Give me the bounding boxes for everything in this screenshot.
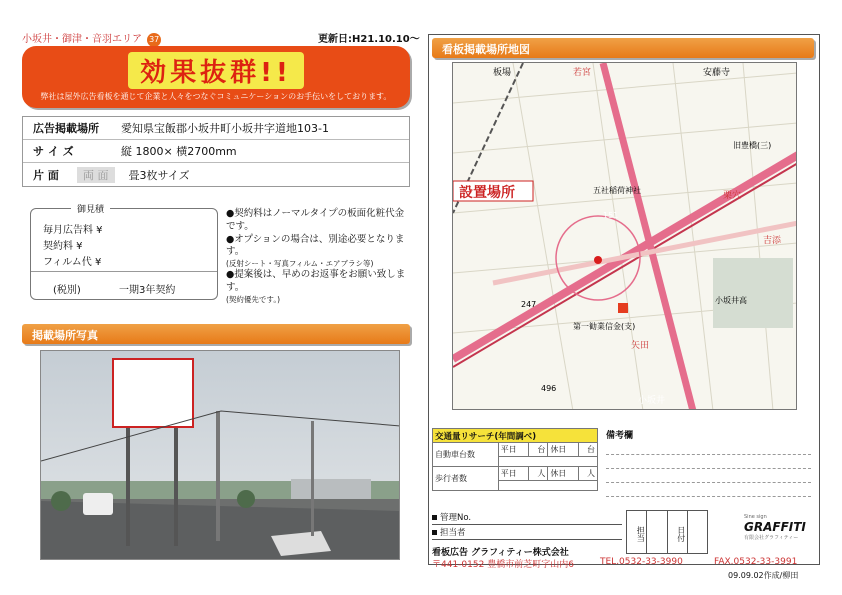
approval-stamp-box (626, 510, 708, 554)
logo-sub: 有限会社グラフィティー (744, 535, 799, 541)
side-alt: 両 面 (77, 167, 115, 183)
remarks-line (606, 468, 811, 469)
manager-no-row (432, 510, 622, 525)
manager-rows (432, 510, 622, 540)
location-value: 愛知県宝飯郡小坂井町小坂井字道地103-1 (121, 122, 329, 135)
estimate-film: フィルム代 ¥ (43, 257, 102, 268)
banner-subtitle: 弊社は屋外広告看板を通じて企業と人々をつなぐコミュニケーションのお手伝いをしております。 (40, 92, 392, 101)
estimate-tax: (税別) (53, 285, 81, 296)
stamp-person-blank (647, 511, 667, 553)
remarks-line (606, 454, 811, 455)
info-row-side (23, 163, 409, 186)
company-fax: FAX.0532-33-3991 (714, 557, 798, 567)
traffic-walk-holiday: 休日 (548, 467, 579, 481)
stamp-date-blank (688, 511, 707, 553)
traffic-walk-holiday-unit: 人 (578, 467, 597, 481)
manager-person-label: 担当者 (440, 528, 466, 538)
billboard-mark (113, 359, 193, 427)
map-label-toyohashi: 旧豊橋(三) (733, 141, 772, 150)
estimate-box (30, 205, 218, 300)
map-label-kosakai: 小坂井 (638, 396, 666, 406)
location-map (452, 62, 797, 410)
traffic-car-weekday-unit: 台 (529, 443, 548, 457)
map-label-route496: 496 (541, 384, 557, 393)
traffic-walk-weekday-unit: 人 (529, 467, 548, 481)
remarks-box (606, 428, 811, 498)
traffic-walk-label: 歩行者数 (433, 467, 499, 491)
headline-banner (22, 46, 410, 108)
side-label: 片 面 (33, 168, 59, 182)
photo-section-bar (22, 324, 410, 344)
location-photo (40, 350, 400, 560)
note-2-sub: (反射シート・写真フィルム・エアブラシ等) (226, 259, 374, 269)
traffic-car-blank (498, 457, 597, 467)
map-label-shrine: 五社稲荷神社 (593, 186, 641, 195)
size-value: 縦 1800× 横2700mm (121, 145, 237, 158)
map-graphic (453, 63, 797, 410)
company-contact (432, 557, 812, 570)
company-address: 〒441-0152 豊橋市前芝町字山内6 (432, 560, 574, 570)
logo-top: Sine sign (744, 514, 767, 520)
map-section-bar (432, 38, 814, 58)
estimate-heading: 御見積 (71, 202, 110, 215)
estimate-divider (31, 271, 217, 272)
traffic-car-holiday: 休日 (548, 443, 579, 457)
traffic-table (432, 428, 598, 491)
size-label: サ イ ズ (33, 145, 74, 158)
map-label-itakaba: 板場 (493, 68, 512, 78)
traffic-car-label: 自動車台数 (433, 443, 499, 467)
estimate-monthly: 毎月広告料 ¥ (43, 225, 103, 236)
manager-person-row (432, 525, 622, 540)
bullet-square-icon (432, 515, 437, 520)
estimate-term: 一期3年契約 (119, 285, 176, 296)
remarks-line (606, 482, 811, 483)
photo-section-title: 掲載場所写真 (32, 329, 98, 342)
info-table (22, 116, 410, 187)
bullet-square-icon (432, 530, 437, 535)
area-text: 小坂井・御津・音羽エリア (22, 34, 142, 45)
remarks-line (606, 496, 811, 497)
note-2: ●オプションの場合は、別途必要となります。 (226, 233, 405, 258)
traffic-title: 交通量リサーチ(年間調べ) (433, 429, 598, 443)
traffic-walk-blank (498, 481, 597, 491)
company-logo (744, 514, 814, 541)
side-value: 畳3枚サイズ (128, 168, 190, 182)
company-tel: TEL.0532-33-3990 (600, 557, 683, 567)
company-name: 看板広告 グラフィティー株式会社 (432, 548, 569, 558)
area-label (22, 30, 161, 47)
note-3-sub: (契約優先です。) (226, 295, 281, 304)
map-label-route247: 247 (521, 300, 537, 309)
estimate-contract: 契約料 ¥ (43, 241, 83, 252)
banner-title-wrap (22, 52, 410, 89)
traffic-car-weekday: 平日 (498, 443, 529, 457)
location-photo-image (41, 351, 400, 560)
logo-text: GRAFFITI (744, 520, 806, 534)
map-label-kichi: 吉添 (763, 236, 782, 246)
traffic-walk-weekday: 平日 (498, 467, 529, 481)
notes-list (226, 208, 408, 305)
map-site-label: 設置場所 (459, 185, 515, 201)
stamp-person: 担当 (627, 511, 647, 553)
manager-no-label: 管理No. (440, 513, 472, 523)
location-label: 広告掲載場所 (33, 122, 99, 135)
map-label-yada: 矢田 (631, 341, 650, 351)
map-label-school: 小坂井高 (715, 296, 747, 305)
created-signature: 09.09.02作成/柳田 (728, 571, 799, 580)
banner-title: 効果抜群!! (128, 52, 304, 89)
info-row-location (23, 117, 409, 140)
area-number-badge: 37 (147, 33, 161, 47)
traffic-car-holiday-unit: 台 (578, 443, 597, 457)
stamp-date: 日付 (668, 511, 688, 553)
map-label-wakamiya: 若宮 (573, 68, 592, 78)
info-row-size (23, 140, 409, 163)
note-1: ●契約料はノーマルタイプの板面化粧代金です。 (226, 208, 405, 232)
map-section-title: 看板掲載場所地図 (442, 43, 530, 56)
updated-date: 更新日:H21.10.10〜 (318, 34, 420, 45)
note-3: ●提案後は、早めのお返事をお願い致します。 (226, 269, 406, 294)
map-label-tsuri: 栗穴 (723, 191, 742, 201)
remarks-title: 備考欄 (606, 431, 634, 441)
map-label-route151: 151 (603, 211, 619, 220)
map-label-bank: 第一勧業信金(支) (573, 322, 636, 331)
map-label-ando: 安藤寺 (703, 68, 731, 78)
